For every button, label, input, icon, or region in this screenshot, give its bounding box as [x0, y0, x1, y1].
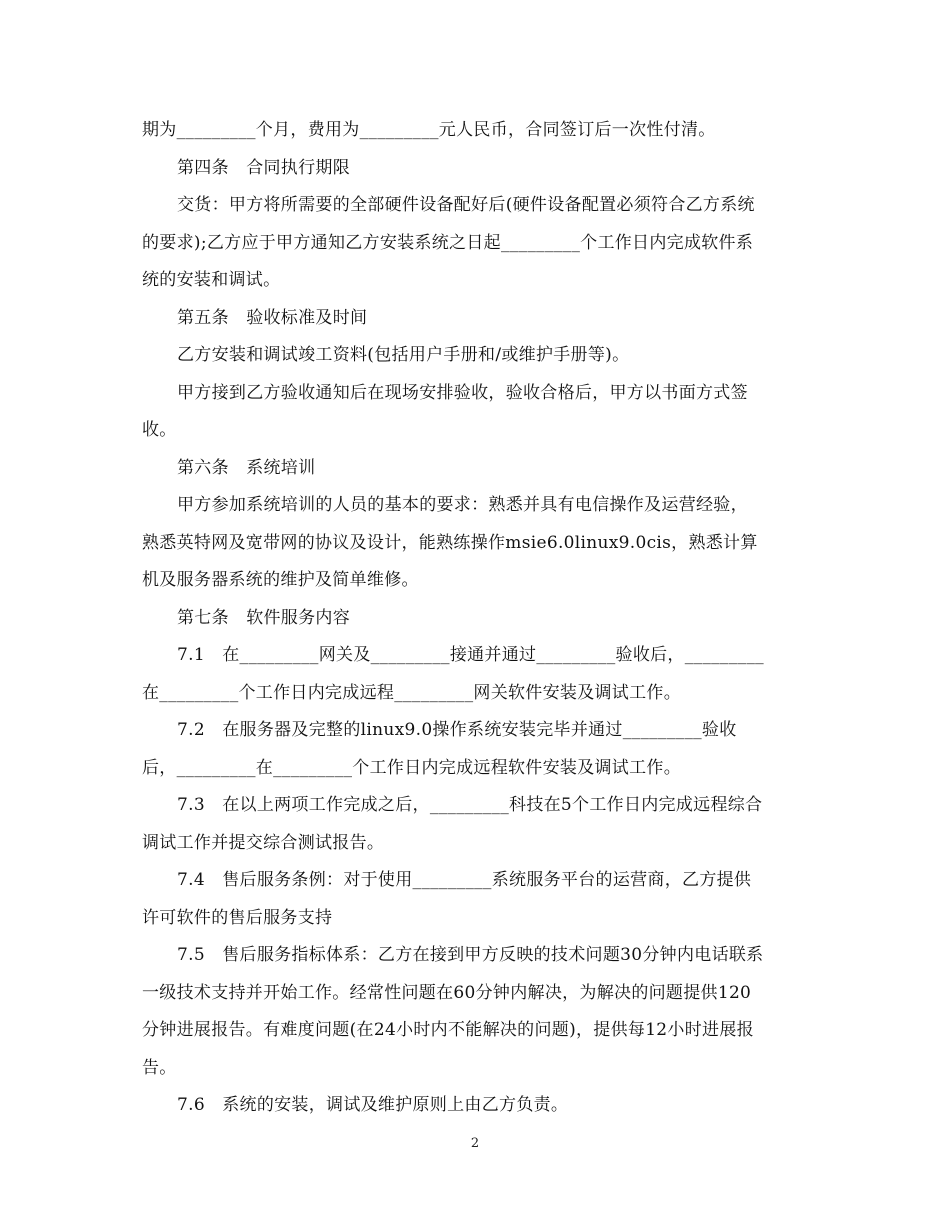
article-heading: 第五条 验收标准及时间 [177, 307, 368, 328]
article-heading: 第四条 合同执行期限 [177, 157, 350, 178]
clause-line: 7.2 在服务器及完整的linux9.0操作系统安装完毕并通过_________验收 [177, 720, 737, 740]
text-line: 调试工作并提交综合测试报告。 [142, 832, 385, 853]
text-line: 许可软件的售后服务支持 [142, 907, 333, 928]
text-line: 收。 [142, 420, 177, 440]
text-line: 在_________个工作日内完成远程_________网关软件安装及调试工作。 [142, 682, 681, 703]
text-line: 交货：甲方将所需要的全部硬件设备配好后(硬件设备配置必须符合乙方系统 [177, 195, 755, 215]
text-line: 后，_________在_________个工作日内完成远程软件安装及调试工作。 [142, 757, 681, 778]
text-line: 甲方接到乙方验收通知后在现场安排验收，验收合格后，甲方以书面方式签 [177, 382, 748, 403]
text-line: 熟悉英特网及宽带网的协议及设计，能熟练操作msie6.0linux9.0cis，熟悉计算 [142, 532, 758, 553]
document-body [142, 112, 810, 1125]
article-heading: 第七条 软件服务内容 [177, 607, 350, 628]
text-line: 的要求);乙方应于甲方通知乙方安装系统之日起_________个工作日内完成软件系 [142, 232, 754, 253]
article-heading: 第六条 系统培训 [177, 457, 316, 478]
text-line: 一级技术支持并开始工作。经常性问题在60分钟内解决，为解决的问题提供120 [142, 982, 752, 1003]
clause-line: 7.6 系统的安装，调试及维护原则上由乙方负责。 [177, 1095, 569, 1115]
clause-line: 7.1 在_________网关及_________接通并通过_________验收后，_________ [177, 645, 764, 665]
clause-line: 7.5 售后服务指标体系：乙方在接到甲方反映的技术问题30分钟内电话联系 [177, 945, 764, 965]
text-line: 乙方安装和调试竣工资料(包括用户手册和/或维护手册等)。 [177, 345, 630, 365]
text-line: 告。 [142, 1057, 177, 1078]
text-line: 分钟进展报告。有难度问题(在24小时内不能解决的问题)，提供每12小时进展报 [142, 1020, 754, 1040]
text-line: 期为_________个月，费用为_________元人民币，合同签订后一次性付清。 [142, 120, 716, 140]
clause-line: 7.4 售后服务条例：对于使用_________系统服务平台的运营商，乙方提供 [177, 870, 752, 890]
text-line: 机及服务器系统的维护及简单维修。 [142, 570, 419, 590]
page-number: 2 [470, 1136, 480, 1151]
clause-line: 7.3 在以上两项工作完成之后，_________科技在5个工作日内完成远程综合 [177, 795, 763, 815]
text-line: 统的安装和调试。 [142, 270, 281, 290]
text-line: 甲方参加系统培训的人员的基本的要求：熟悉并具有电信操作及运营经验， [177, 495, 748, 515]
